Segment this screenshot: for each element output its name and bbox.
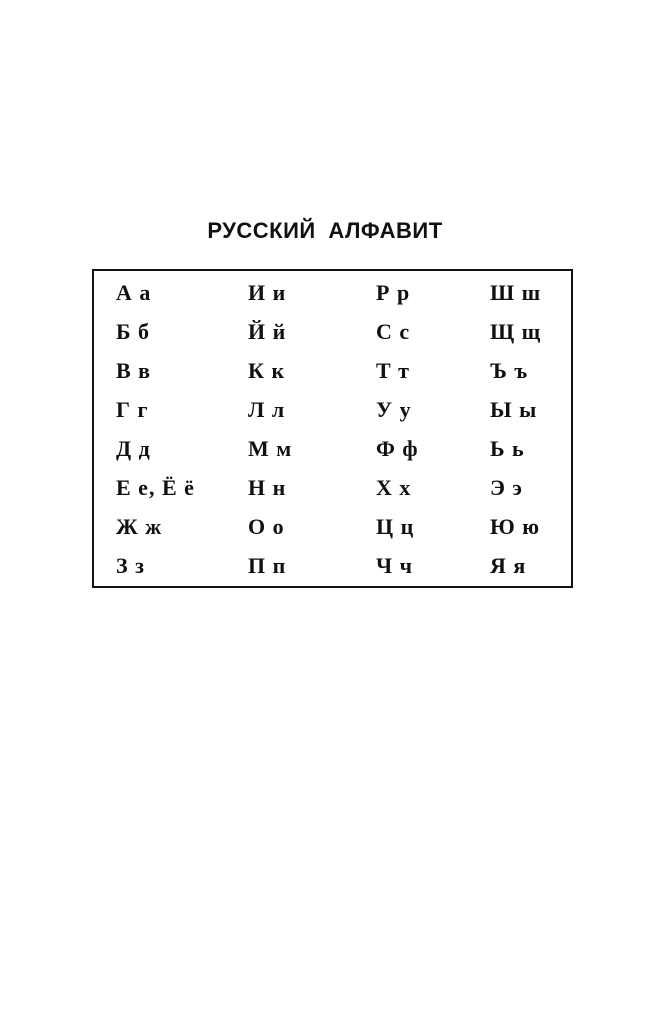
- page-title: РУССКИЙ АЛФАВИТ: [207, 218, 443, 243]
- letter-pair: Е е, Ё ё: [116, 475, 195, 500]
- letter-pair: Я я: [490, 553, 527, 578]
- letter-pair: О о: [248, 514, 285, 539]
- letter-pair: З з: [116, 553, 145, 578]
- letter-pair: Б б: [116, 319, 151, 344]
- letter-pair: Ь ь: [490, 436, 525, 461]
- letter-pair: Д д: [116, 436, 151, 461]
- letter-pair: Н н: [248, 475, 287, 500]
- letter-pair: Ц ц: [376, 514, 415, 539]
- letter-pair: А а: [116, 280, 152, 305]
- letter-pair: Ч ч: [376, 553, 414, 578]
- letter-pair: Э э: [490, 475, 523, 500]
- letter-pair: Ш ш: [490, 280, 542, 305]
- alphabet-column-3: [376, 279, 419, 591]
- alphabet-column-2: [248, 279, 292, 591]
- letter-pair: Ф ф: [376, 436, 419, 461]
- letter-pair: У у: [376, 397, 412, 422]
- letter-pair: Т т: [376, 358, 410, 383]
- letter-pair: Ы ы: [490, 397, 538, 422]
- letter-pair: Ю ю: [490, 514, 541, 539]
- letter-pair: В в: [116, 358, 152, 383]
- letter-pair: Р р: [376, 280, 411, 305]
- letter-pair: К к: [248, 358, 286, 383]
- alphabet-column-4: [490, 279, 541, 591]
- letter-pair: Ж ж: [116, 514, 163, 539]
- letter-pair: Ъ ъ: [490, 358, 529, 383]
- alphabet-column-1: [116, 279, 195, 591]
- alphabet-table: [92, 269, 573, 588]
- letter-pair: М м: [248, 436, 293, 461]
- letter-pair: Л л: [248, 397, 286, 422]
- letter-pair: Х х: [376, 475, 412, 500]
- letter-pair: П п: [248, 553, 287, 578]
- letter-pair: И и: [248, 280, 287, 305]
- letter-pair: Й й: [248, 319, 287, 344]
- letter-pair: Щ щ: [490, 319, 542, 344]
- letter-pair: С с: [376, 319, 411, 344]
- letter-pair: Г г: [116, 397, 149, 422]
